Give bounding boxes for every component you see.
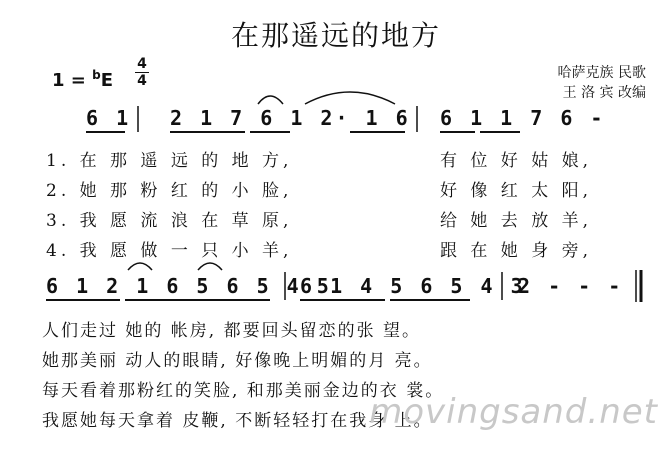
key-prefix: 1 = xyxy=(52,70,93,91)
origin-credit: 哈萨克族 民歌 xyxy=(557,65,646,81)
verse-4-line-a: 4. 我 愿 做 一 只 小 羊, xyxy=(46,241,293,261)
verse-3-line-a: 3. 我 愿 流 浪 在 草 原, xyxy=(46,211,293,231)
verse-1-line-c: 人们走过 她的 帐房, 都要回头留恋的张 望。 xyxy=(42,321,422,341)
verse-4-line-b: 跟 在 她 身 旁, xyxy=(440,241,593,261)
measure-2-notes: 2 1 7 6 1 2· 1 6 xyxy=(170,106,411,130)
measure-4-notes: 6 1 2 1 6 5 6 5 4 5 xyxy=(46,274,332,298)
site-watermark: movingsand.net xyxy=(369,392,658,432)
slur xyxy=(128,263,152,270)
slur xyxy=(198,263,222,270)
slur xyxy=(305,92,395,104)
measure-3-notes: 6 1 1 7 6 - xyxy=(440,106,606,130)
slur xyxy=(258,96,283,104)
arranger-credit: 王 洛 宾 改编 xyxy=(562,85,646,101)
verse-1-line-b: 有 位 好 姑 娘, xyxy=(440,151,593,171)
verse-4-line-c: 我愿她每天拿着 皮鞭, 不断轻轻打在我身 上。 xyxy=(42,411,433,431)
verse-3-line-b: 给 她 去 放 羊, xyxy=(440,211,593,231)
meter-top: 4 xyxy=(137,56,147,72)
key-note: E xyxy=(100,70,114,91)
measure-1-notes: 6 1 xyxy=(86,106,132,130)
measure-6-notes: 2 - - - xyxy=(518,274,624,298)
verse-2-line-a: 2. 她 那 粉 红 的 小 脸, xyxy=(46,181,293,201)
verse-2-line-c: 她那美丽 动人的眼睛, 好像晚上明媚的月 亮。 xyxy=(42,351,433,371)
verse-3-line-c: 每天看着那粉红的笑脸, 和那美丽金边的衣 裳。 xyxy=(42,381,445,401)
meter-bottom: 4 xyxy=(137,73,147,89)
verse-1-line-a: 1. 在 那 遥 远 的 地 方, xyxy=(46,151,293,171)
verse-2-line-b: 好 像 红 太 阳, xyxy=(440,181,593,201)
song-title: 在那遥远的地方 xyxy=(230,19,441,52)
measure-5-notes: 6 1 4 5 6 5 4 3 xyxy=(300,274,526,298)
flat-sign: b xyxy=(92,68,101,82)
